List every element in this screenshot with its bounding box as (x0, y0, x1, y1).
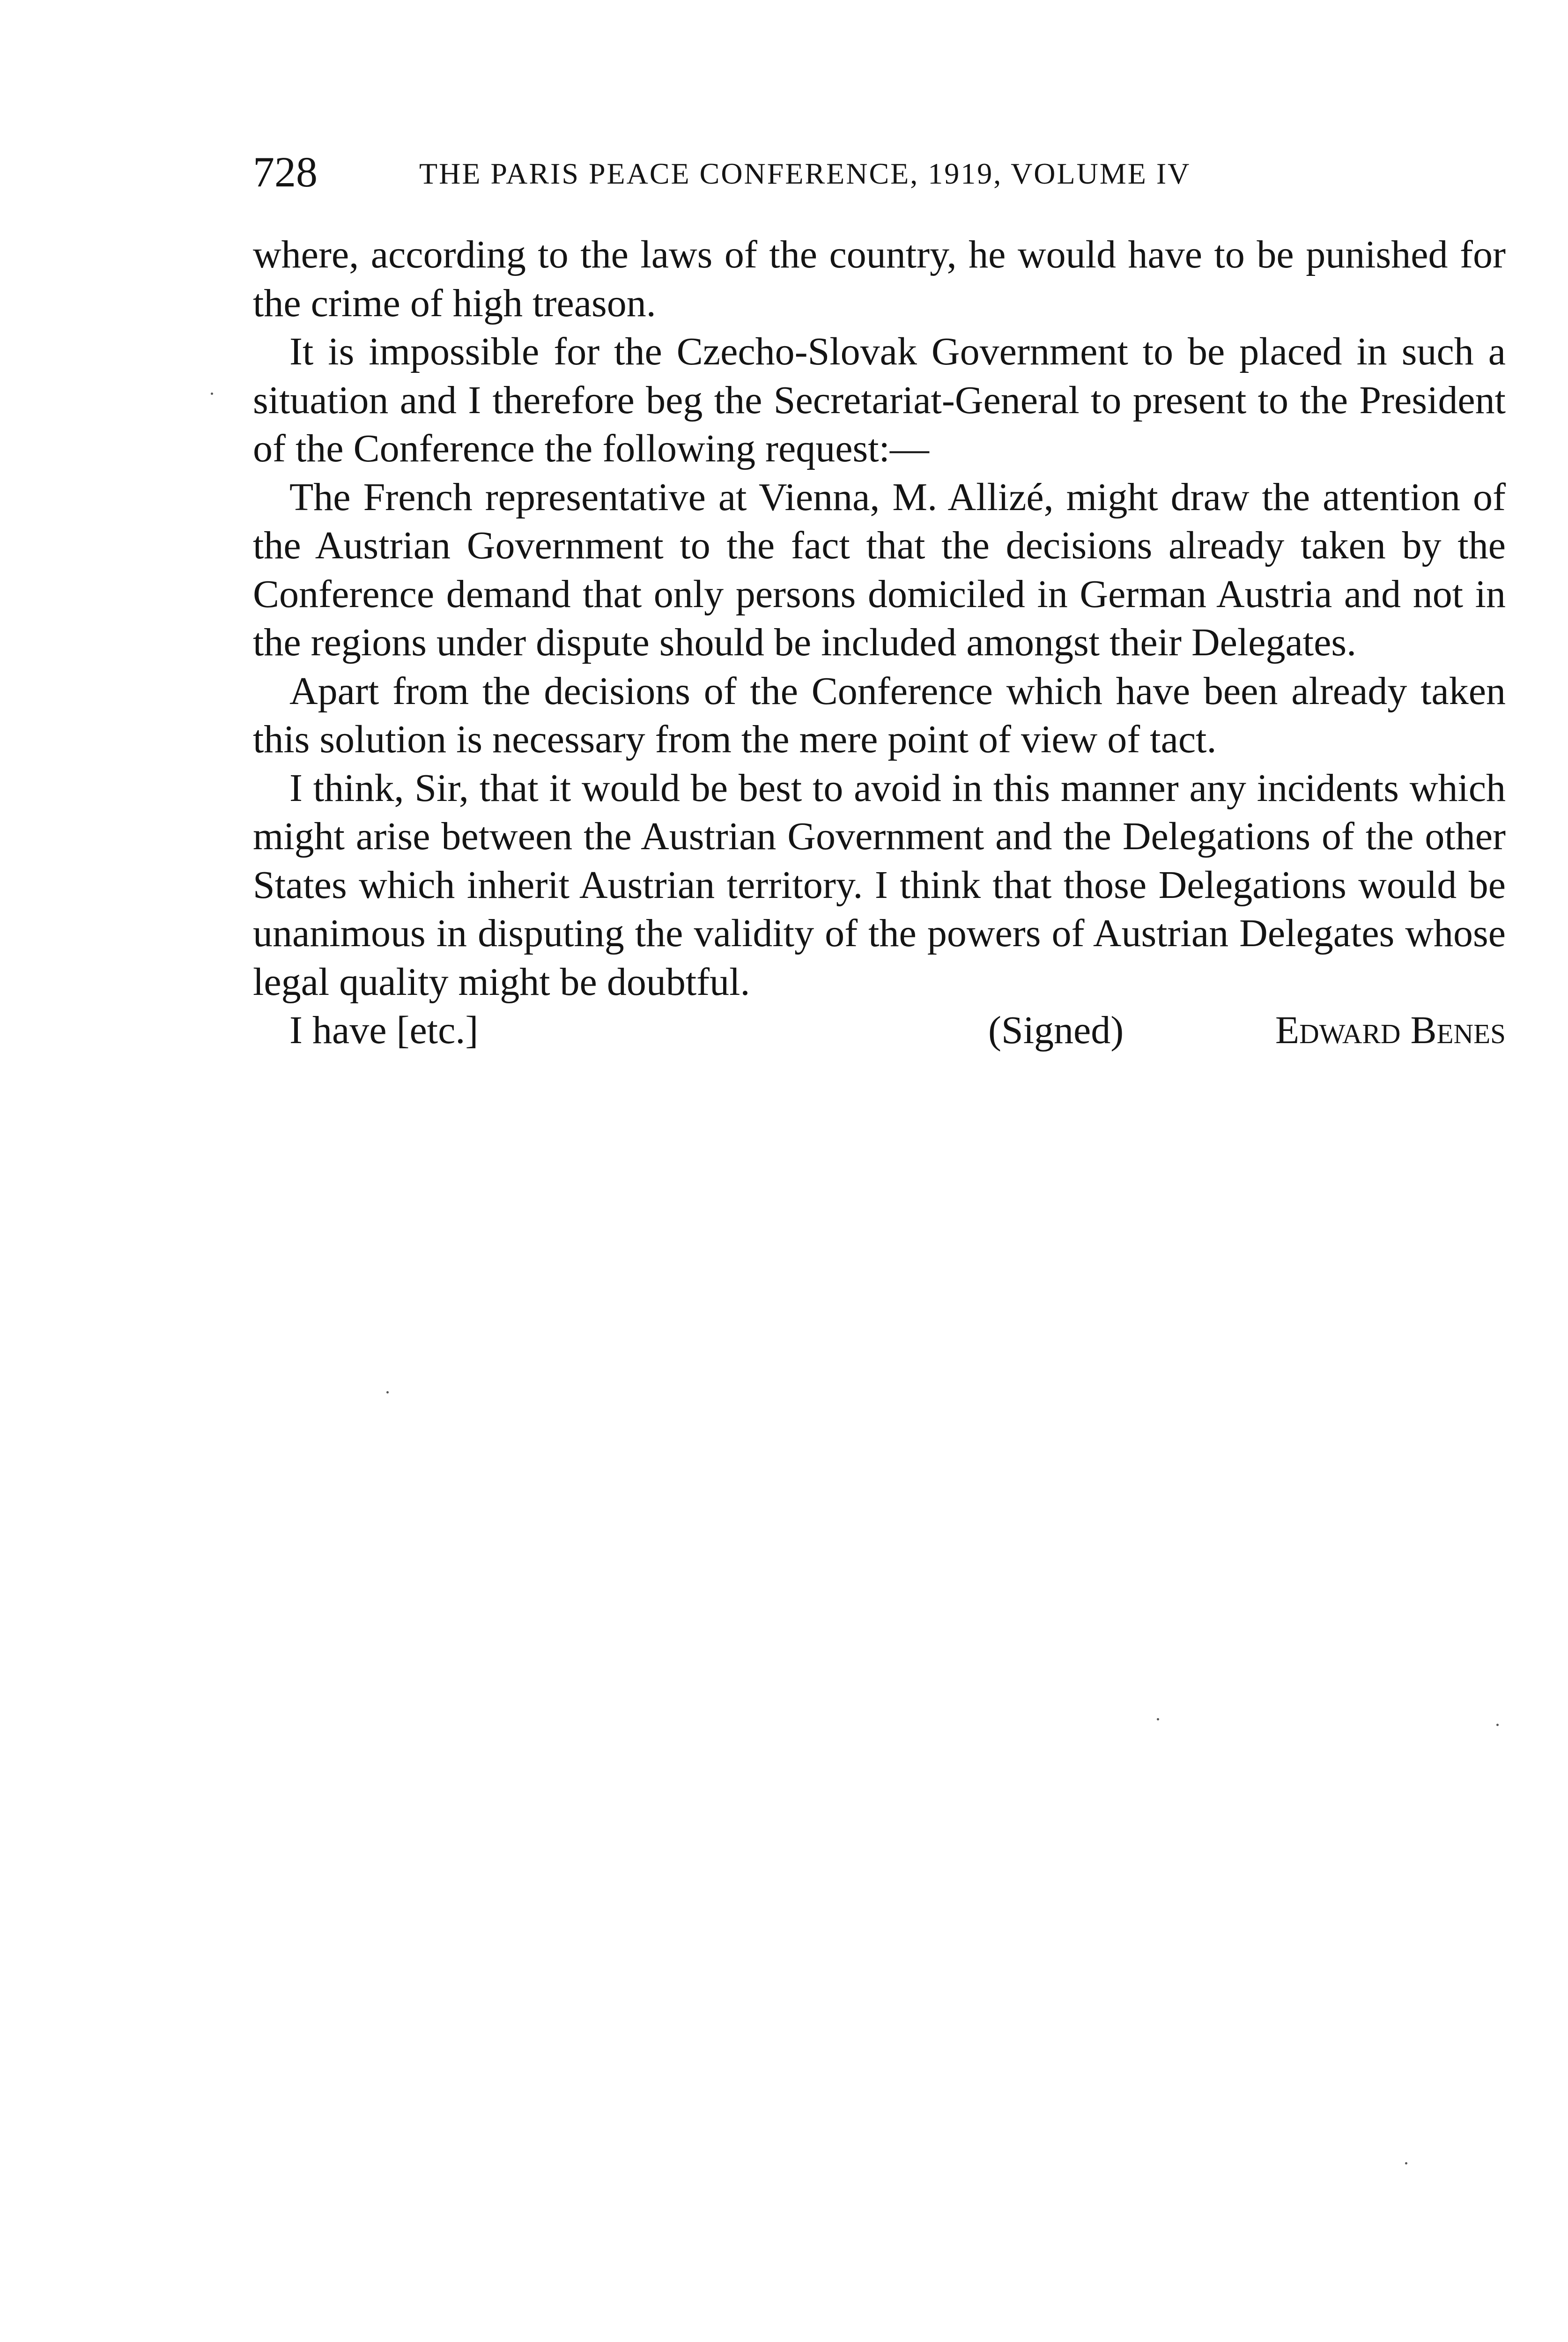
letter-closing (253, 1006, 1506, 1055)
paragraph-request: It is impossible for the Czecho-Slovak Government to be placed in such a situation and I therefore beg the Secretariat-General to present to the President of the Conference the following request:— (253, 330, 1506, 470)
complimentary-close: I have [etc.] (289, 1008, 479, 1052)
letter-body (253, 230, 1506, 1055)
paragraph-continued: where, according to the laws of the country, he would have to be punished for the crime of high treason. (253, 233, 1506, 325)
scan-speck (1157, 1718, 1159, 1720)
scan-speck (1496, 1724, 1499, 1726)
scan-speck (386, 1391, 389, 1393)
signatory-name: Edward Benes (1275, 1008, 1506, 1052)
running-title: THE PARIS PEACE CONFERENCE, 1919, VOLUME IV (419, 157, 1191, 190)
page-number: 728 (253, 148, 318, 196)
paragraph-tact: Apart from the decisions of the Conference which have been already taken this solution is necessary from the mere point of view of tact. (253, 669, 1506, 761)
paragraph-incidents: I think, Sir, that it would be best to avoid in this manner any incidents which might arise between the Austrian Government and the Delegations of the other States which inherit Austrian territory. I think that those Delegations would be unanimous in disputing the validity of the powers of Austrian Delegates whose legal quality might be doubtful. (253, 766, 1506, 1004)
scan-speck (211, 393, 213, 395)
running-head (253, 146, 1506, 198)
paragraph-french-representative: The French representative at Vienna, M. Allizé, might draw the attention of the Austrian Government to the fact that the decisions already taken by the Conference demand that only persons domiciled in German Austria and not in the regions under dispute should be included amongst their Delegates. (253, 475, 1506, 664)
scan-speck (1405, 2162, 1407, 2164)
signed-marker: (Signed) (988, 1008, 1124, 1052)
